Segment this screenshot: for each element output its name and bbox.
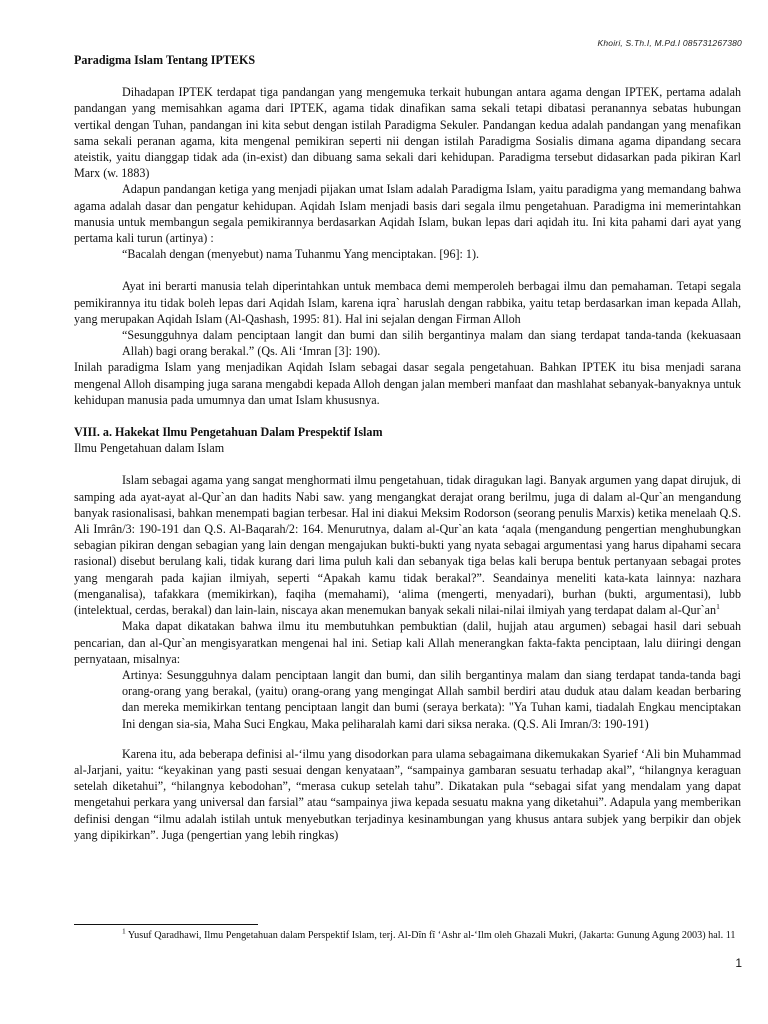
section-paragraph-1: [74, 472, 741, 618]
intro-paragraph-4: Inilah paradigma Islam yang menjadikan Aqidah Islam sebagai dasar segala pengetahuan. Bahkan IPTEK itu bisa menjadi sarana mengenal Alloh disamping juga sarana mengabdi kepada Alloh dengan jalan memberi manfaat dan mashlahat sebanyak-banyaknya untuk kehidupan manusia pada umumnya dan umat Islam khususnya.: [74, 360, 741, 407]
intro-paragraph-3: Ayat ini berarti manusia telah diperintahkan untuk membaca demi memperoleh berbagai ilmu dan pemahaman. Tetapi segala pemikirannya itu tidak boleh lepas dari Aqidah Islam, karena iqra` haruslah dengan rabbika, yaitu tetap berdasarkan iman kepada Allah, yang merupakan Aqidah Islam (Al-Qashash, 1995: 81). Hal ini sejalan dengan Firman Alloh: [74, 279, 741, 326]
intro-paragraph-2: Adapun pandangan ketiga yang menjadi pijakan umat Islam adalah Paradigma Islam, yaitu paradigma yang memandang bahwa agama adalah dasar dan pengatur kehidupan. Aqidah Islam menjadi basis dari segala ilmu pengetahuan. Paradigma ini memerintahkan manusia untuk membangun segala pemikirannya berdasarkan Aqidah Islam, bukan lepas dari aqidah itu. Ini kita pahami dari ayat yang pertama kali turun (artinya) :: [74, 182, 741, 246]
quote-iqra: “Bacalah dengan (menyebut) nama Tuhanmu Yang menciptakan. [96]: 1).: [122, 247, 480, 262]
document-title: Paradigma Islam Tentang IPTEKS: [74, 53, 256, 67]
footnote-number: 1: [122, 926, 126, 936]
footnote-text: Yusuf Qaradhawi, Ilmu Pengetahuan dalam Perspektif Islam, terj. Al-Dîn fî ‘Ashr al-‘Ilm oleh Ghazali Mukri, (Jakarta: Gunung Agung 2003) hal. 11: [125, 930, 736, 941]
section-heading: VIII. a. Hakekat Ilmu Pengetahuan Dalam Prespektif Islam: [74, 425, 383, 440]
quote-translation: Artinya: Sesungguhnya dalam penciptaan langit dan bumi, dan silih bergantinya malam dan siang terdapat tanda-tanda bagi orang-orang yang berakal, (yaitu) orang-orang yang mengingat Allah sambil berdiri atau duduk atau dalam keadan berbaring dan mereka memikirkan tentang penciptaan langit dan bumi (seraya berkata): "Ya Tuhan kami, tiadalah Engkau menciptakan Ini dengan sia-sia, Maha Suci Engkau, Maka peliharalah kami dari siksa neraka. (Q.S. Ali Imran/3: 190-191): [122, 667, 741, 731]
quote-ali-imran: “Sesungguhnya dalam penciptaan langit dan bumi dan silih bergantinya malam dan siang terdapat tanda-tanda (kekuasaan Allah) bagi orang berakal.” (Qs. Ali ‘Imran [3]: 190).: [122, 328, 741, 359]
intro-paragraph-1: Dihadapan IPTEK terdapat tiga pandangan yang mengemuka terkait hubungan antara agama dengan IPTEK, pertama adalah pandangan yang memisahkan agama dari IPTEK, agama tidak dinafikan sama sekali tetapi dibatasi peranannya sebatas hubungan vertikal dengan Tuhan, pandangan ini kita sebut dengan istilah Paradigma Sekuler. Pandangan kedua adalah pandangan yang menafikan sama sekali peranan agama, kita mengenal pemikiran seperti nii dengan istilah Paradigma Sosialis dimana agama dipandang secara ateistik, yaitu dianggap tidak ada (in-exist) dan dibuang sama sekali dari kehidupan. Paradigma tersebut didasarkan pada pikiran Karl Marx (w. 1883): [74, 85, 741, 181]
footnote: [74, 926, 741, 943]
section-paragraph-3: Karena itu, ada beberapa definisi al-‘ilmu yang disodorkan para ulama sebagaimana dikemukakan Syarief ‘Ali bin Muhammad al-Jarjani, yaitu: “keyakinan yang pasti sesuai dengan kenyataan”, “sampainya gambaran sesuatu terhadap akal”, “hilangnya keraguan setelah diketahui”, “hilangnya kebodohan”, “merasa cukup setelah tahu”. Dikatakan pula “sebagai sifat yang mendalam yang dapat mengetahui perkara yang universal dan farsial” atau “sampainya jiwa kepada sesuatu makna yang diketahui”. Adapula yang memberikan definisi dengan “ilmu adalah istilah untuk menyebutkan terjadinya kesinambungan yang khusus antara subjek yang berpikir dan objek yang dipikirkan”. Juga (pengertian yang lebih ringkas): [74, 746, 741, 842]
page-number: 1: [735, 956, 742, 970]
section-paragraph-2: Maka dapat dikatakan bahwa ilmu itu membutuhkan pembuktian (dalil, hujjah atau argumen) sebagai hasil dari sebuah pencarian, dan al-Qur`an mengisyaratkan mengenai hal ini. Setiap kali Allah menerangkan fakta-fakta penciptaan, lalu diiringi dengan pernyataan, misalnya:: [74, 619, 741, 666]
section-paragraph-1-text: Islam sebagai agama yang sangat menghormati ilmu pengetahuan, tidak diragukan lagi. Banyak argumen yang dapat dirujuk, di samping ada ayat-ayat al-Qur`an dan hadits Nabi saw. yang mengangkat derajat orang berilmu, juga di dalam al-Qur`an mengandung banyak rasionalisasi, bahkan menempati bagian terbesar. Hal ini diakui Meksim Rodorson (seorang penulis Marxis) ketika menelaah Q.S. Ali Imrân/3: 190-191 dan Q.S. Al-Baqarah/2: 164. Menurutnya, dalam al-Qur`an kata ‘aqala (mengandung pengertian menghubungkan sebagian pikiran dengan sebagian yang lain dengan mengajukan bukti-bukti yang nyata sebagai argumentasi yang harus dipahami secara rasional) disebut berulang kali, tidak kurang dari lima puluh kali dan sebanyak tiga belas kali berupa bentuk pertanyaan sebagai protes yang mengarah pada kajian ilmiyah, seperti “Apakah kamu tidak berakal?”. Seandainya meneliti kata-kata lainnya: nazhara (menganalisa), tafakkara (memikirkan), faqiha (memahami), ‘alima (mengerti, menyadari), burhan (bukti, argumentasi), lubb (intelektual, cerdas, berakal) dan lain-lain, niscaya akan menemukan banyak sekali nilai-nilai ilmiyah yang terdapat dalam al-Qur`an: [74, 473, 742, 618]
footnote-reference[interactable]: 1: [716, 602, 720, 612]
page-header-author: Khoiri, S.Th.I, M.Pd.I 085731267380: [597, 38, 742, 48]
document-body: [74, 52, 741, 843]
footnote-divider: [74, 924, 258, 925]
section-subheading: Ilmu Pengetahuan dalam Islam: [74, 441, 225, 456]
